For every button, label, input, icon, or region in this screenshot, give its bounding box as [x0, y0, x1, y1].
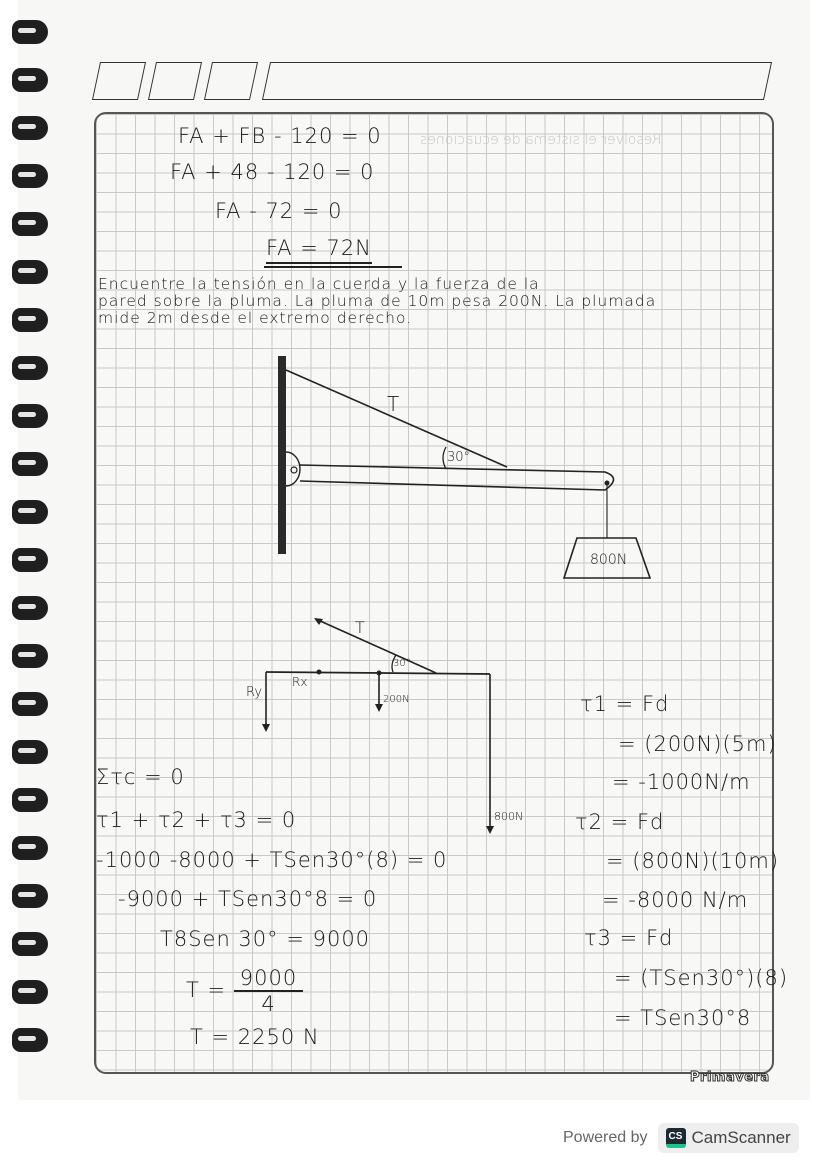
fraction-numerator: 9000	[234, 966, 303, 992]
camscanner-logo-icon: CS	[666, 1128, 686, 1148]
torque2-values: = (800N)(10m)	[606, 849, 780, 873]
load-label: 800N	[494, 810, 524, 823]
torque-substitution: -1000 -8000 + TSen30°(8) = 0	[96, 848, 448, 872]
tension-result: T = 2250 N	[190, 1025, 320, 1049]
equation-line: FA - 72 = 0	[215, 199, 343, 223]
fraction-denominator: 4	[261, 992, 276, 1016]
problem-line: mide 2m desde el extremo derecho.	[98, 309, 413, 327]
rx-label: Rx	[292, 675, 308, 689]
tension-label: T	[387, 392, 400, 416]
tension-fraction	[186, 966, 303, 1016]
notebook-brand-logo: Primavera	[690, 1070, 770, 1085]
angle-label: 30°	[393, 658, 411, 669]
camscanner-footer	[563, 1120, 799, 1156]
problem-line: pared sobre la pluma. La pluma de 10m pesa 200N. La plumada	[98, 292, 657, 310]
torque3-formula: τ3 = Fd	[584, 926, 674, 950]
powered-by-text: Powered by	[563, 1129, 648, 1146]
camscanner-name: CamScanner	[691, 1128, 791, 1147]
torque1-values: = (200N)(5m)	[618, 732, 777, 756]
problem-line: Encuentre la tensión en la cuerda y la fuerza de la	[98, 275, 540, 293]
boom-weight-label: 200N	[383, 694, 410, 705]
torque3-values: = (TSen30°)(8)	[614, 966, 789, 990]
torque-rearranged: T8Sen 30° = 9000	[160, 927, 371, 951]
angle-label: 30°	[447, 450, 471, 465]
torque1-formula: τ1 = Fd	[580, 692, 670, 716]
bleed-through-text: Resolver el sistema de ecuaciones	[420, 132, 662, 148]
equation-line: FA + 48 - 120 = 0	[170, 160, 375, 184]
ry-label: Ry	[246, 685, 263, 700]
camscanner-badge[interactable]	[658, 1123, 799, 1153]
tension-label: T	[355, 618, 365, 637]
torque1-result: = -1000N/m	[612, 770, 751, 794]
torque-sum: Στc = 0	[96, 765, 185, 789]
torque-simplified: -9000 + TSen30°8 = 0	[118, 887, 378, 911]
result-fa: FA = 72N	[266, 236, 372, 264]
equation-line: FA + FB - 120 = 0	[178, 124, 382, 148]
torque2-result: = -8000 N/m	[602, 888, 749, 912]
weight-label: 800N	[590, 552, 628, 568]
torque2-formula: τ2 = Fd	[575, 810, 665, 834]
fraction	[234, 966, 303, 1016]
fraction-lhs: T =	[186, 978, 227, 1002]
torque3-result: = TSen30°8	[614, 1006, 752, 1030]
torque-equation: τ1 + τ2 + τ3 = 0	[96, 808, 297, 832]
